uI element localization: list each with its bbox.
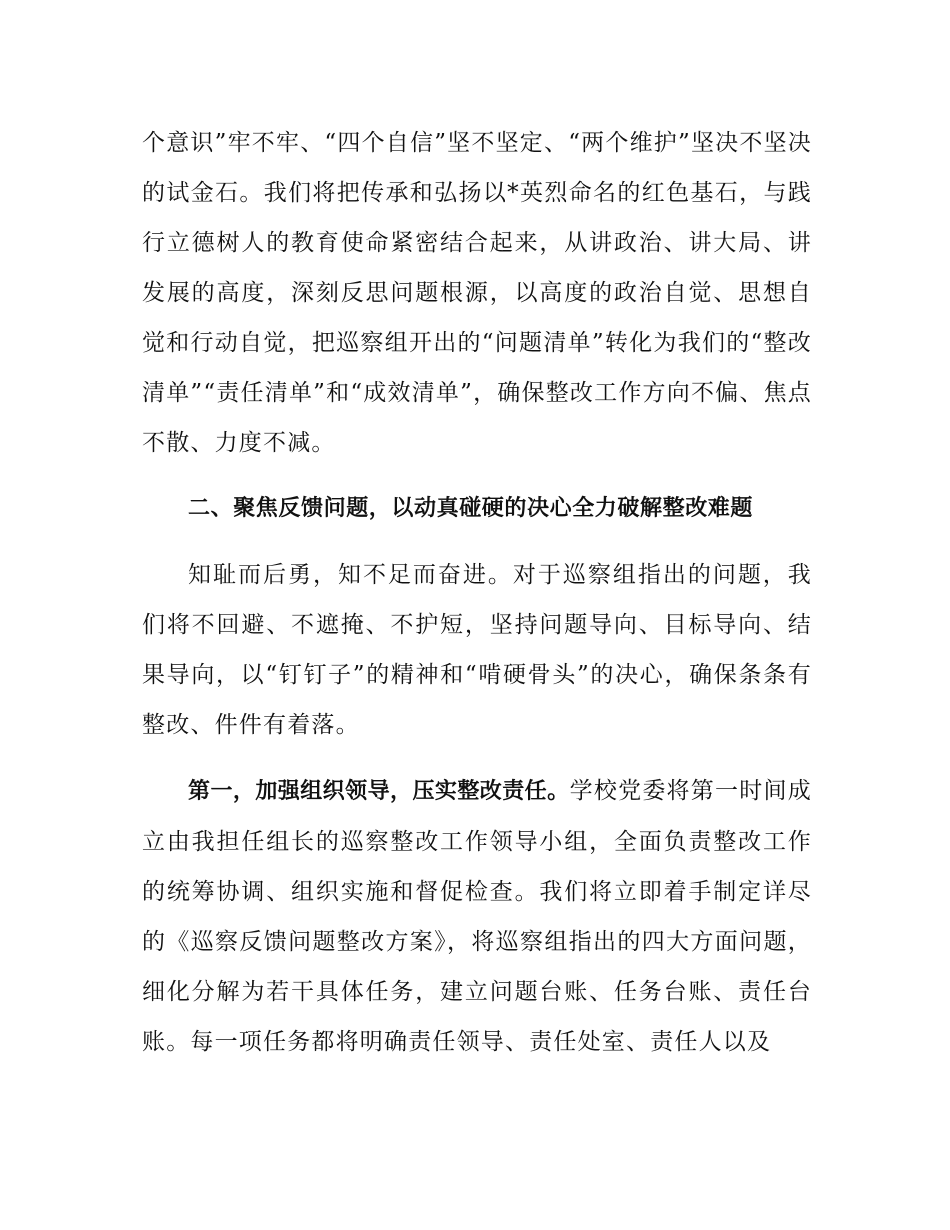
paragraph-first-measure-body: 学校党委将第一时间成立由我担任组长的巡察整改工作领导小组，全面负责整改工作的统筹协调、组织实施和督促检查。我们将立即着手制定详尽的《巡察反馈问题整改方案》，将巡察组指出的四大方面问题，细化分解为若干具体任务，建立问题台账、任务台账、责任台账。每一项任务都将明确责任领导、责任处室、责任人以及	[142, 778, 812, 1055]
paragraph-first-measure	[142, 766, 812, 1067]
paragraph-gap	[142, 750, 812, 766]
paragraph-intro: 知耻而后勇，知不足而奋进。对于巡察组指出的问题，我们将不回避、不遮掩、不护短，坚持问题导向、目标导向、结果导向，以“钉钉子”的精神和“啃硬骨头”的决心，确保条条有整改、件件有着落。	[142, 562, 812, 738]
section-heading: 二、聚焦反馈问题，以动真碰硬的决心全力破解整改难题	[188, 496, 754, 521]
document-body	[142, 118, 812, 1067]
paragraph-lead-bold: 第一，加强组织领导，压实整改责任。	[188, 779, 570, 804]
paragraph-continued: 个意识”牢不牢、“四个自信”坚不坚定、“两个维护”坚决不坚决的试金石。我们将把传承和弘扬以*英烈命名的红色基石，与践行立德树人的教育使命紧密结合起来，从讲政治、讲大局、讲发展的高度，深刻反思问题根源，以高度的政治自觉、思想自觉和行动自觉，把巡察组开出的“问题清单”转化为我们的“整改清单”“责任清单”和“成效清单”，确保整改工作方向不偏、焦点不散、力度不减。	[142, 130, 812, 456]
